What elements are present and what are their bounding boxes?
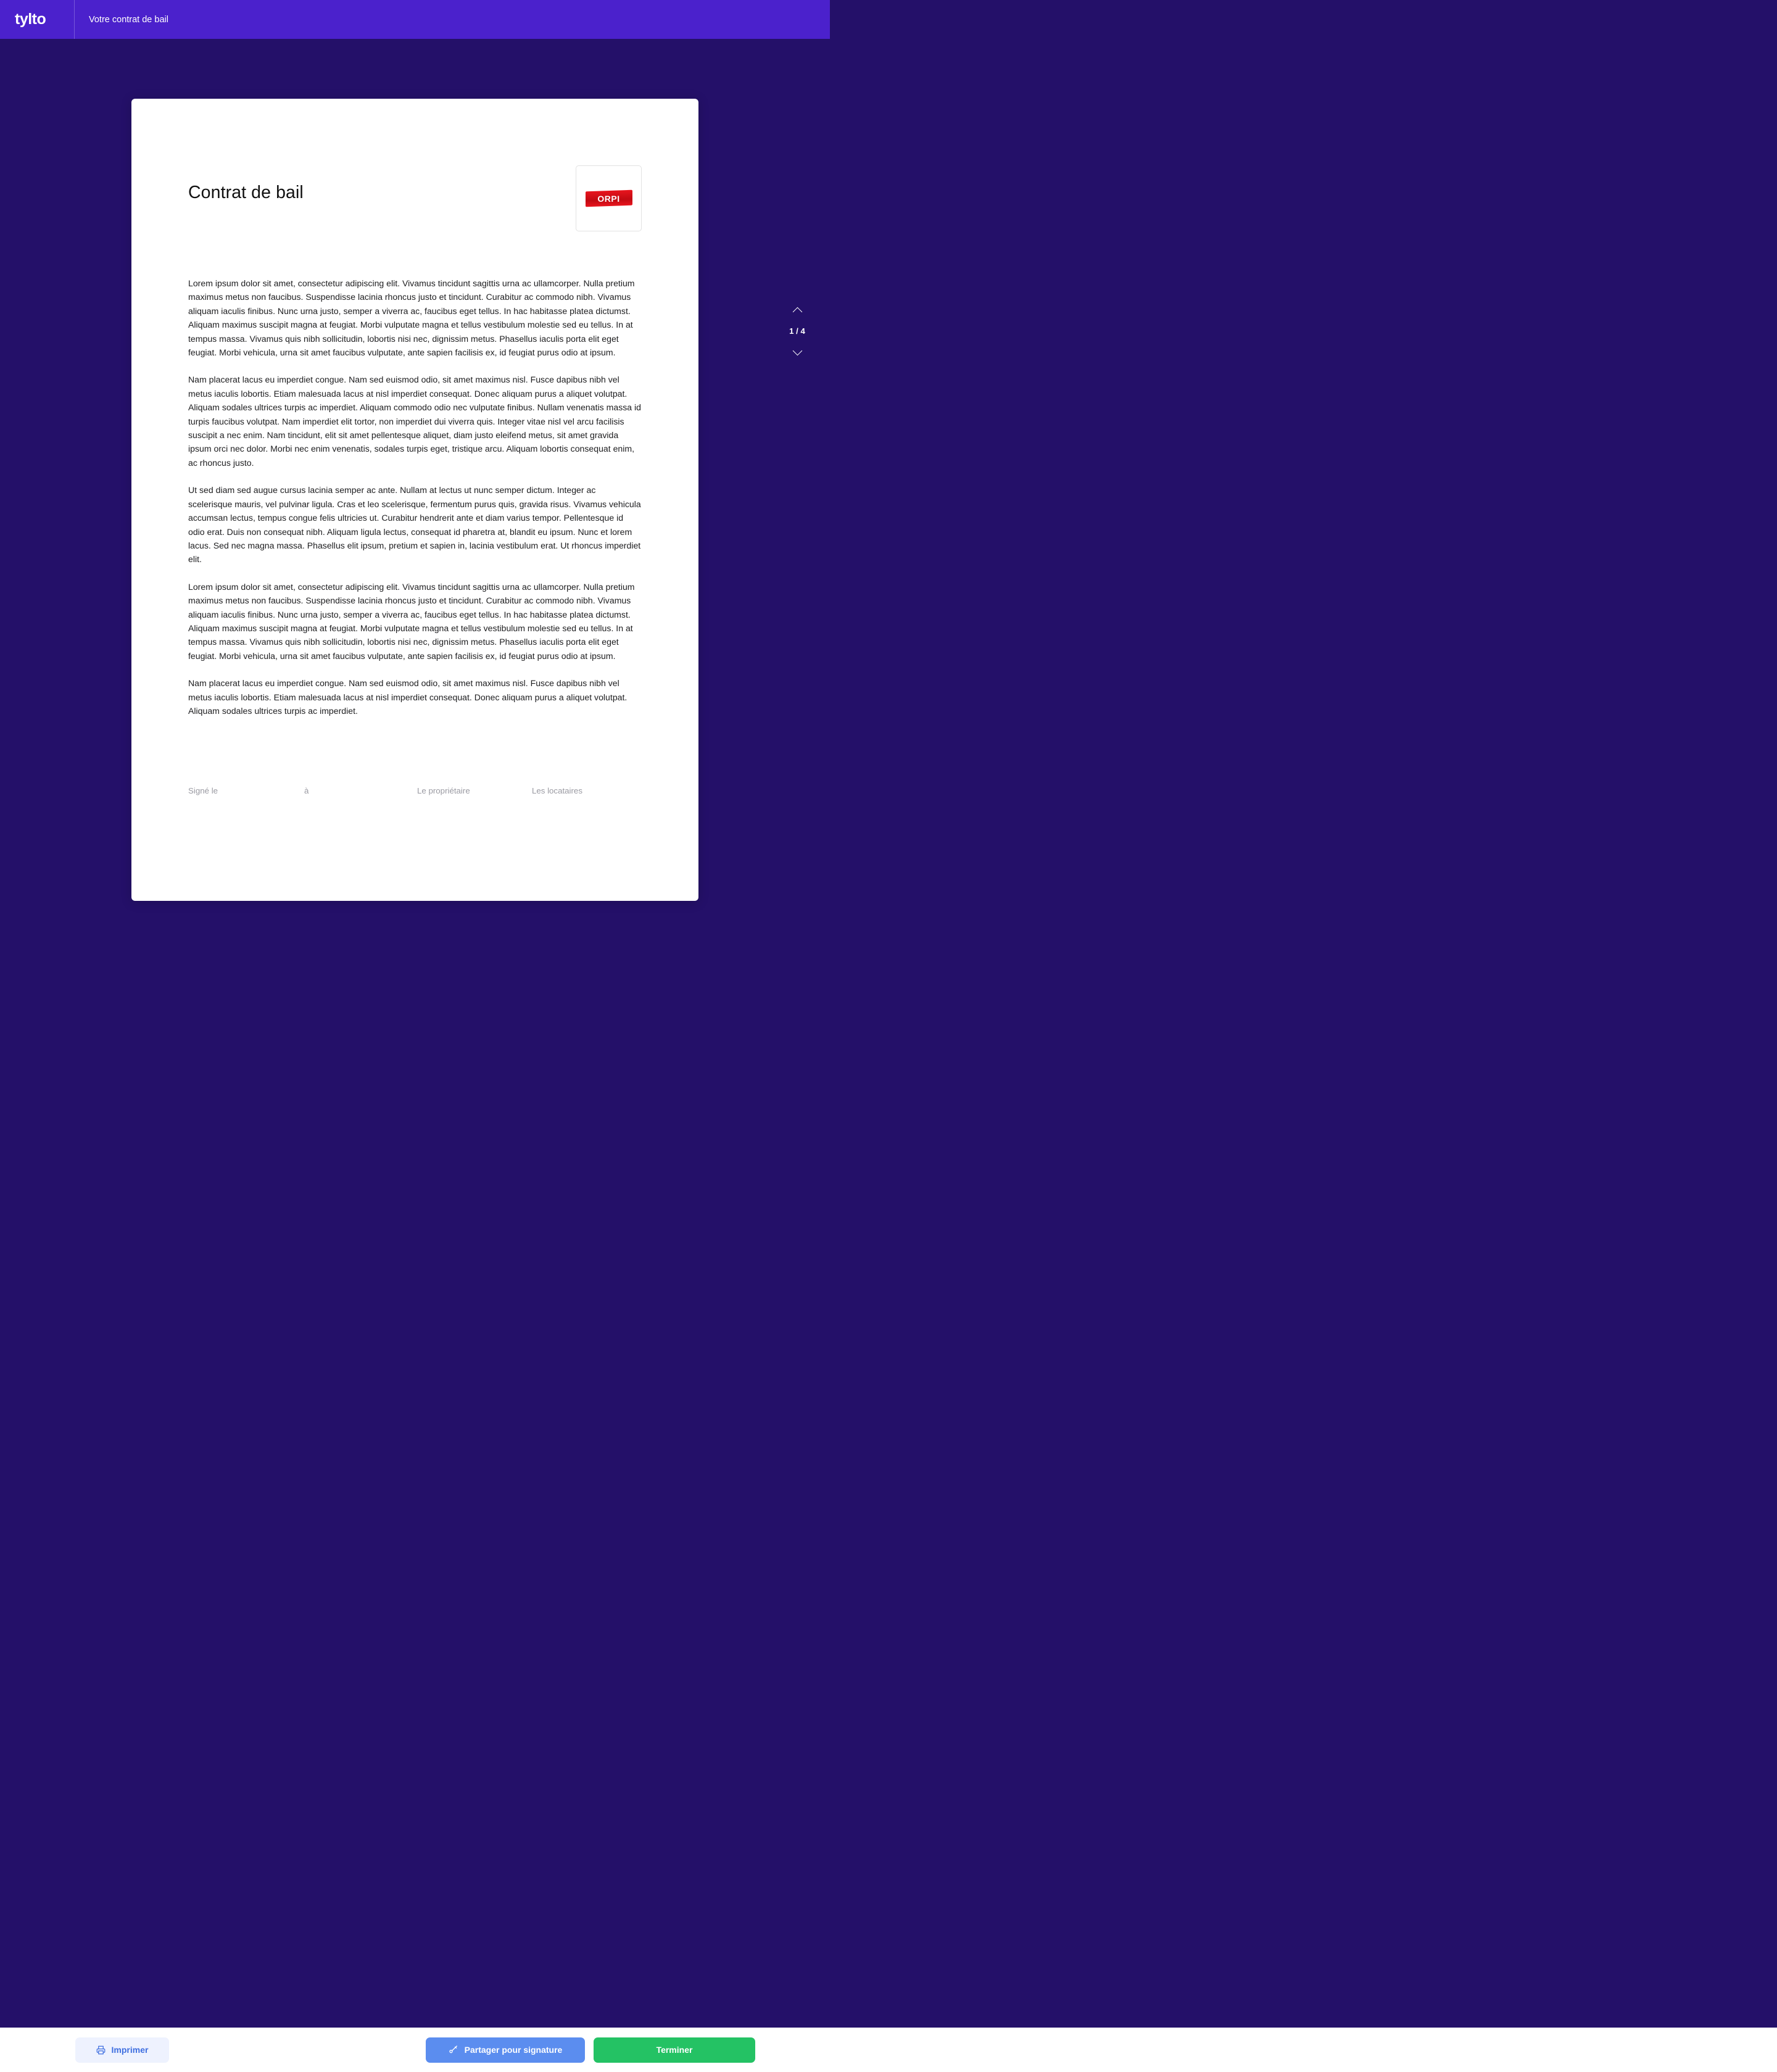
document-paragraph: Nam placerat lacus eu imperdiet congue. Nam sed euismod odio, sit amet maximus nisl. Fusce dapibus nibh vel metus iaculis lobortis. Etiam malesuada lacus at nisl imperdiet consequat. Donec aliquam purus a aliquet volutpat. Aliquam sodales ultrices turpis ac imperdiet.: [188, 678, 628, 716]
document-paragraph: Ut sed diam sed augue cursus lacinia semper ac ante. Nullam at lectus ut nunc semper dictum. Integer ac scelerisque mauris, vel pulvinar ligula. Cras et leo scelerisque, fermentum purus quis, gravida risus. Vivamus vehicula accumsan lectus, tempus congue felis ultricies ut. Curabitur hendrerit ante et diam varius tempor. Pellentesque id odio erat. Duis non consequat nibh. Aliquam ligula lectus, consequat id pharetra at, blandit eu ipsum. Nunc et lorem lacus. Sed nec magna massa. Phasellus elit ipsum, pretium et sapien in, lacinia vestibulum erat. Ut rhoncus imperdiet elit.: [188, 485, 641, 565]
signature-date-label: Signé le: [188, 786, 218, 796]
document-header: [188, 133, 642, 231]
signature-owner-label: Le propriétaire: [416, 786, 470, 796]
signature-place-label: à: [304, 786, 309, 796]
next-page-button[interactable]: [789, 344, 805, 360]
document-paragraph: Nam placerat lacus eu imperdiet congue. Nam sed euismod odio, sit amet maximus nisl. Fusce dapibus nibh vel metus iaculis lobortis. Etiam malesuada lacus at nisl imperdiet consequat. Donec aliquam purus a aliquet volutpat. Aliquam sodales ultrices turpis ac imperdiet. Aliquam commodo odio nec vulputate finibus. Nullam venenatis massa id turpis faucibus volutpat. Nam imperdiet elit tortor, non imperdiet dui viverra quis. Integer vitae nisl vel arcu facilisis suscipit a nec enim. Nam tincidunt, elit sit amet pellentesque aliquet, diam justo eleifend metus, sit amet gravida ipsum orci nec dolor. Morbi nec enim venenatis, sodales turpis eget, tristique arcu. Aliquam lobortis consequat enim, ac rhoncus justo.: [188, 375, 642, 468]
print-button-label: Imprimer: [111, 2045, 149, 2055]
document-viewer: [0, 39, 830, 938]
chevron-down-icon: [792, 346, 802, 355]
orpi-logo-icon: [586, 188, 632, 209]
print-button[interactable]: [75, 2037, 169, 2063]
document-page: [131, 99, 698, 901]
app-header: [0, 0, 830, 39]
printer-icon: [96, 2045, 106, 2055]
finish-button-label: Terminer: [656, 2045, 693, 2055]
document-title: Contrat de bail: [188, 183, 304, 202]
document-paragraph: Lorem ipsum dolor sit amet, consectetur adipiscing elit. Vivamus tincidunt sagittis urna ac ullamcorper. Nulla pretium maximus metus non faucibus. Suspendisse lacinia rhoncus justo et tincidunt. Curabitur ac commodo nibh. Vivamus aliquam iaculis finibus. Nunc urna justo, semper a viverra ac, faucibus eget tellus. In hac habitasse platea dictumst. Aliquam maximus suscipit magna at feugiat. Morbi vulputate magna et tellus vestibulum molestie sed eu tellus. In at tempus massa. Vivamus quis nibh sollicitudin, lobortis nisi nec, dignissim metus. Phasellus iaculis porta elit eget feugiat. Morbi vehicula, urna sit amet faucibus vulputate, ante sapien facilisis ex, id feugiat purus odio at ipsum.: [188, 278, 635, 358]
previous-page-button[interactable]: [789, 302, 805, 318]
document-paragraph: Lorem ipsum dolor sit amet, consectetur adipiscing elit. Vivamus tincidunt sagittis urna ac ullamcorper. Nulla pretium maximus metus non faucibus. Suspendisse lacinia rhoncus justo et tincidunt. Curabitur ac commodo nibh. Vivamus aliquam iaculis finibus. Nunc urna justo, semper a viverra ac, faucibus eget tellus. In hac habitasse platea dictumst. Aliquam maximus suscipit magna at feugiat. Morbi vulputate magna et tellus vestibulum molestie sed eu tellus. In at tempus massa. Vivamus quis nibh sollicitudin, lobortis nisi nec, dignissim metus. Phasellus iaculis porta elit eget feugiat. Morbi vehicula, urna sit amet faucibus vulputate, ante sapien facilisis ex, id feugiat purus odio at ipsum.: [188, 581, 635, 661]
action-bar-left: [0, 2037, 426, 2063]
signature-tenants-label: Les locataires: [531, 786, 582, 796]
header-title: Votre contrat de bail: [89, 14, 168, 25]
finish-button[interactable]: [594, 2037, 755, 2063]
chevron-up-icon: [792, 307, 802, 317]
agency-logo: [576, 165, 642, 231]
action-bar-right: [426, 2037, 1777, 2063]
signature-pen-icon: [449, 2045, 458, 2055]
app-logo[interactable]: tylto: [15, 10, 46, 28]
share-button-label: Partager pour signature: [464, 2045, 563, 2055]
share-for-signature-button[interactable]: [426, 2037, 585, 2063]
action-bar: [0, 2028, 1777, 2072]
logo-name: ORPI: [597, 193, 620, 204]
document-body: [188, 231, 642, 718]
page-indicator: 1 / 4: [789, 326, 805, 336]
page-navigation: [784, 302, 810, 360]
signature-row: [188, 731, 642, 795]
